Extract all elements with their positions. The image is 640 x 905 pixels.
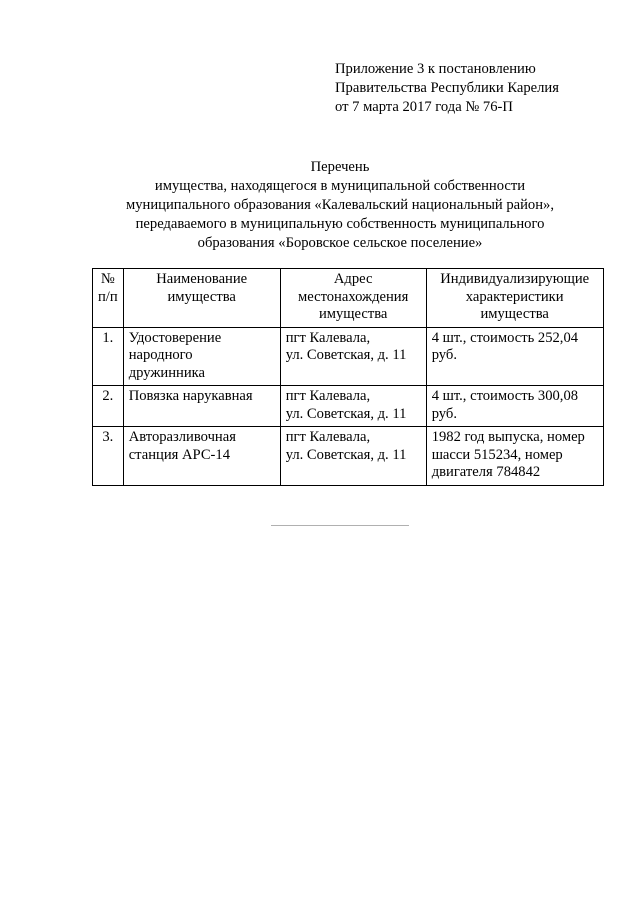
appendix-line: Правительства Республики Карелия — [335, 80, 559, 96]
row-num: 2. — [93, 386, 124, 427]
row-name: Удостоверение народного дружинника — [123, 327, 280, 386]
row-num: 3. — [93, 427, 124, 486]
title-line: образования «Боровское сельское поселение» — [197, 235, 483, 251]
title-line: имущества, находящегося в муниципальной собственности — [154, 178, 526, 194]
header-address: Адрес местонахождения имущества — [280, 269, 426, 328]
title-line: муниципального образования «Калевальский национальный район», — [126, 197, 554, 213]
table-row — [93, 427, 604, 486]
title-line: передаваемого в муниципальную собственность муниципального — [135, 216, 545, 232]
row-characteristics: 1982 год выпуска, номер шасси 515234, номер двигателя 784842 — [426, 427, 603, 486]
row-num: 1. — [93, 327, 124, 386]
row-address: пгт Калевала, ул. Советская, д. 11 — [280, 327, 426, 386]
table-row — [93, 327, 604, 386]
row-name: Авторазливочная станция АРС-14 — [123, 427, 280, 486]
title-line: Перечень — [310, 159, 370, 175]
header-name: Наименование имущества — [123, 269, 280, 328]
header-num: № п/п — [93, 269, 124, 328]
appendix-line: Приложение 3 к постановлению — [335, 61, 536, 77]
document-title — [90, 158, 590, 253]
property-table — [92, 268, 604, 486]
table-row — [93, 386, 604, 427]
header-characteristics: Индивидуализирующие характеристики имущества — [426, 269, 603, 328]
row-name: Повязка нарукавная — [123, 386, 280, 427]
separator-line — [271, 525, 409, 526]
row-characteristics: 4 шт., стоимость 252,04 руб. — [426, 327, 603, 386]
row-address: пгт Калевала, ул. Советская, д. 11 — [280, 386, 426, 427]
appendix-line: от 7 марта 2017 года № 76-П — [335, 99, 513, 115]
appendix-header — [335, 60, 559, 117]
row-characteristics: 4 шт., стоимость 300,08 руб. — [426, 386, 603, 427]
table-header-row — [93, 269, 604, 328]
row-address: пгт Калевала, ул. Советская, д. 11 — [280, 427, 426, 486]
